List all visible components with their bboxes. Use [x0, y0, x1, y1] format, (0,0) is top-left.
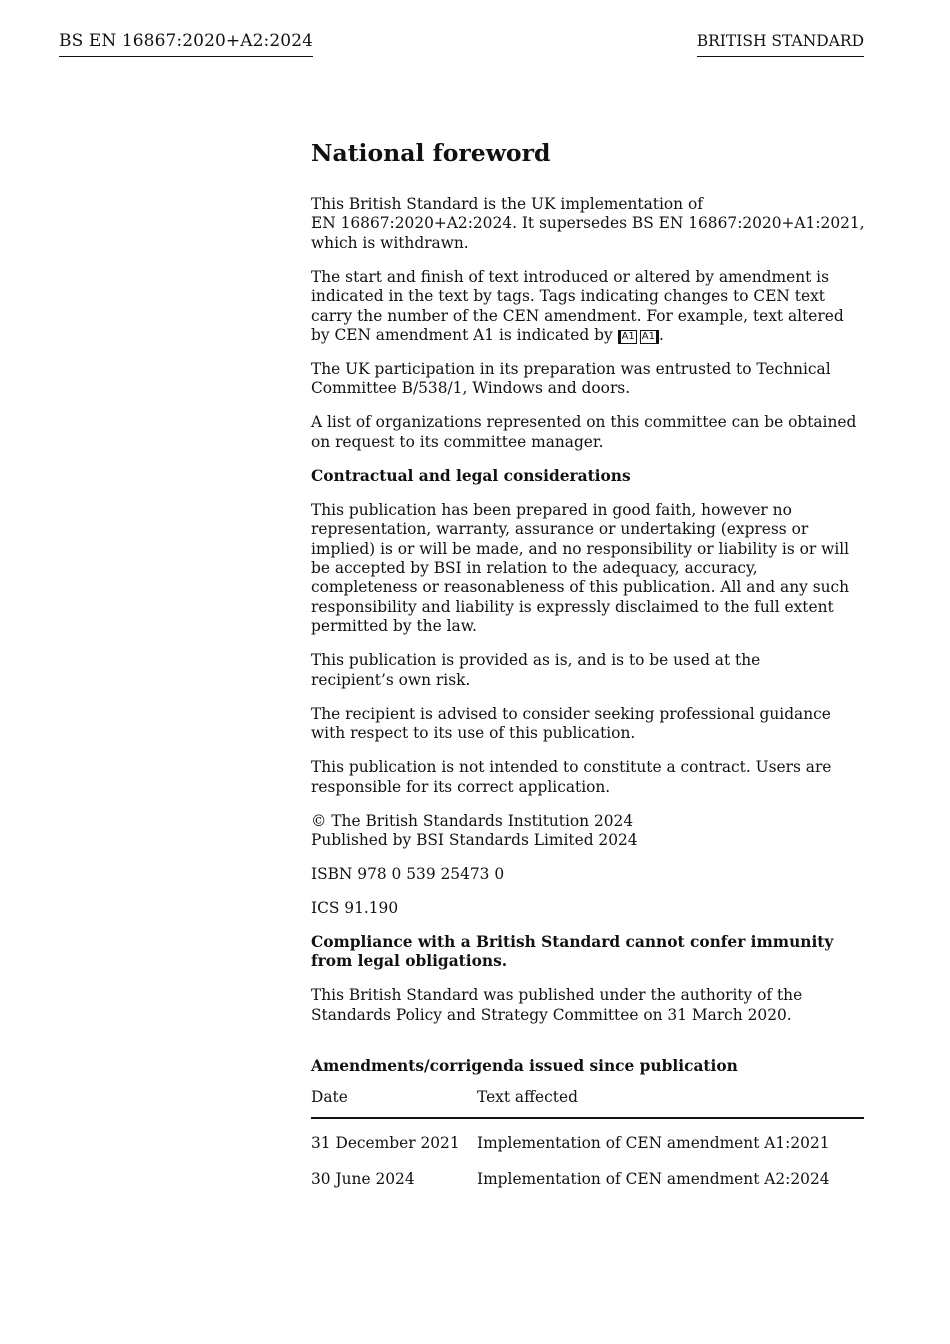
amendment-date: 30 June 2024 — [311, 1169, 415, 1188]
isbn: ISBN 978 0 539 25473 0 — [311, 864, 505, 883]
guidance-paragraph: The recipient is advised to consider seeking professional guidance with respect to its use of this publication. — [311, 704, 831, 743]
amendment-text-affected: Implementation of CEN amendment A2:2024 — [477, 1169, 830, 1188]
copyright-line: © The British Standards Institution 2024 — [311, 811, 634, 830]
compliance-notice: Compliance with a British Standard cannot confer immunity from legal obligations. — [311, 932, 834, 971]
publisher-line: Published by BSI Standards Limited 2024 — [311, 830, 638, 849]
amendment-date: 31 December 2021 — [311, 1133, 460, 1152]
table-header-row — [311, 1088, 864, 1118]
copyright-block — [311, 812, 867, 851]
authority-paragraph: This British Standard was published under the authority of the Standards Policy and Strategy Committee on 31 March 2020. — [311, 986, 803, 1024]
organizations-paragraph: A list of organizations represented on this committee can be obtained on request to its committee manager. — [311, 413, 857, 451]
good-faith-paragraph: This publication has been prepared in good faith, however no representation, warranty, assurance or undertaking (express or implied) is or will be made, and no responsibility or liability is or will be accepted by BSI in relation to the adequacy, accuracy, completeness or reasonableness of this publication. All and any such responsibility and liability is expressly disclaimed to the full extent permitted by the law. — [311, 500, 850, 636]
series-label: BRITISH STANDARD — [697, 32, 864, 57]
amendment-end-tag-icon: A1 — [640, 330, 659, 344]
amendment-text-affected: Implementation of CEN amendment A1:2021 — [477, 1133, 830, 1152]
own-risk-paragraph: This publication is provided as is, and is to be used at the recipient’s own risk. — [311, 651, 761, 689]
amendment-tags-paragraph — [311, 268, 867, 346]
amendments-heading: Amendments/corrigenda issued since publication — [311, 1057, 738, 1076]
foreword-body — [311, 138, 867, 1199]
implementation-paragraph: This British Standard is the UK implementation of EN 16867:2020+A2:2024. It supersedes BS EN 16867:2020+A1:2021, which is withdrawn. — [311, 195, 865, 252]
amendment-tags-text: The start and finish of text introduced or altered by amendment is indicated in the text by tags. Tags indicating changes to CEN text carry the number of the CEN amendment. For example, text altered by CEN amendment A1 is indicated by — [311, 267, 844, 345]
document-number: BS EN 16867:2020+A2:2024 — [59, 31, 313, 57]
sentence-end: . — [658, 326, 664, 345]
contractual-heading: Contractual and legal considerations — [311, 466, 631, 485]
amendment-start-tag-icon: A1 — [618, 330, 637, 344]
ics-code: ICS 91.190 — [311, 898, 399, 917]
table-row — [311, 1163, 864, 1199]
amendments-table — [311, 1088, 864, 1199]
contract-paragraph: This publication is not intended to constitute a contract. Users are responsible for its correct application. — [311, 758, 832, 796]
column-header-text-affected: Text affected — [477, 1088, 864, 1118]
table-row — [311, 1118, 864, 1163]
committee-paragraph: The UK participation in its preparation was entrusted to Technical Committee B/538/1, Windows and doors. — [311, 360, 831, 398]
column-header-date: Date — [311, 1088, 477, 1118]
page-title: National foreword — [311, 139, 551, 167]
